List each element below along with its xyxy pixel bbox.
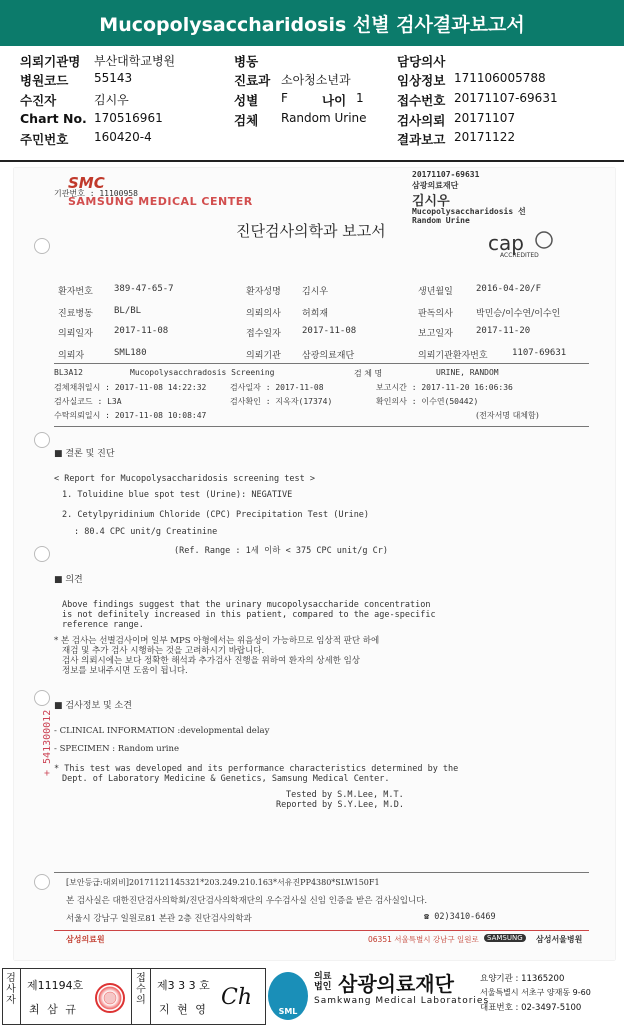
organization-name: 삼광의료재단: [338, 972, 454, 996]
receiver-label: 접수의: [136, 973, 146, 1006]
punch-hole: [34, 874, 50, 890]
vertical-serial: + 541300012: [42, 709, 53, 776]
cap-accredited-logo: [486, 230, 556, 258]
row2-label2: 의뢰의사: [246, 309, 281, 319]
label-chart-no: Chart No.: [20, 111, 87, 126]
value-patient: 김시우: [94, 93, 129, 107]
value-specimen: Random Urine: [281, 111, 367, 125]
row1-label2: 환자성명: [246, 287, 281, 297]
opinion-note4: 정보를 보내주시면 도움이 됩니다.: [62, 666, 188, 676]
report-heading: < Report for Mucopolysaccharidosis screening test >: [54, 474, 315, 484]
divider: [54, 426, 589, 427]
label-report-date: 결과보고: [397, 132, 446, 147]
row1-label1: 환자번호: [58, 287, 93, 297]
examiner-seal: [95, 983, 125, 1013]
signature-box: [2, 968, 266, 1025]
footer-telephone: 대표번호 : 02-3497-5100: [480, 1003, 582, 1013]
label-sticker-line2: 삼광의료재단: [412, 181, 459, 190]
samsung-medical-brand: 삼성의료원: [66, 935, 105, 944]
reported-by: Reported by S.Y.Lee, M.D.: [276, 800, 404, 810]
label-age: 나이: [322, 93, 347, 108]
label-hospital-code: 병원코드: [20, 73, 69, 88]
lab-address: 서울시 강남구 일원로81 본관 2층 진단검사의학과: [66, 914, 252, 924]
receiver-signature: Ch: [221, 985, 253, 1010]
samsung-logo: SAMSUNG: [484, 934, 526, 942]
opinion-note3: 검사 의뢰시에는 보다 정확한 해석과 추가검사 진행을 위하여 환자의 상세한 임상: [62, 656, 360, 666]
value-chart-no: 170516961: [94, 111, 163, 125]
row3-label2: 접수일자: [246, 329, 281, 339]
section-conclusion: ■ 결론 및 진단: [54, 449, 115, 459]
specimen-value: URINE, RANDOM: [436, 368, 499, 377]
smc-logo-text: SAMSUNG MEDICAL CENTER: [68, 195, 253, 208]
row4-value3: 1107-69631: [512, 348, 567, 358]
opinion-line3: reference range.: [62, 620, 144, 630]
punch-hole: [34, 690, 50, 706]
receiver-license: 제3 3 3 호: [157, 979, 210, 992]
punch-hole: [34, 546, 50, 562]
value-resident-no: 160420-4: [94, 130, 152, 144]
header-info: [0, 46, 624, 160]
label-institution: 의뢰기관명: [20, 54, 81, 69]
punch-hole: [34, 432, 50, 448]
punch-hole: [34, 238, 50, 254]
row3-value3: 2017-11-20: [476, 326, 531, 336]
accreditation-note: 본 검사실은 대한진단검사의학회/진단검사의학재단의 우수검사실 신임 인증을 받은 검사실입니다.: [66, 896, 428, 906]
e-signature-note: (전자서명 대체함): [476, 411, 539, 420]
test-name: Mucopolysacchradosis Screening: [130, 368, 275, 377]
value-institution: 부산대학교병원: [94, 54, 176, 68]
value-clinical-info: 171106005788: [454, 71, 546, 85]
result-toluidine: 1. Toluidine blue spot test (Urine): NEGATIVE: [62, 490, 293, 500]
institution-number: 기관번호 : 11100958: [54, 189, 138, 198]
value-report-date: 20171122: [454, 130, 516, 144]
value-sex: F: [281, 91, 288, 105]
label-ward: 병동: [234, 54, 259, 69]
row3-label3: 보고일자: [418, 329, 453, 339]
samsung-hospital-brand: 삼성서울병원: [536, 935, 583, 944]
result-cpc-value: : 80.4 CPC unit/g Creatinine: [74, 527, 218, 537]
label-department: 진료과: [234, 73, 271, 88]
value-department: 소아청소년과: [281, 73, 351, 87]
row3-value2: 2017-11-08: [302, 326, 357, 336]
divider: [54, 363, 589, 364]
opinion-line2: is not definitely increased in this patient, compared to the age-specific: [62, 610, 436, 620]
cap-logo-text: cap: [488, 231, 524, 255]
divider-red: [54, 930, 589, 931]
row1-value3: 2016-04-20/F: [476, 284, 542, 294]
row4-value1: SML180: [114, 348, 147, 358]
collect-time: 검체채취일시 : 2017-11-08 14:22:32: [54, 383, 207, 392]
divider: [54, 872, 589, 873]
label-receipt-no: 접수번호: [397, 93, 446, 108]
care-institution-code: 요양기관 : 11365200: [480, 974, 565, 984]
reference-range: (Ref. Range : 1세 이하 < 375 CPC unit/g Cr): [174, 546, 388, 556]
section-opinion: ■ 의견: [54, 575, 83, 585]
examiner-name: 최 삼 규: [29, 1003, 78, 1016]
test-code: BL3A12: [54, 368, 83, 377]
label-patient: 수진자: [20, 93, 57, 108]
label-sticker-line5: Random Urine: [412, 216, 470, 225]
row1-value2: 김시우: [302, 287, 329, 297]
label-sticker-line3: 김시우: [412, 194, 450, 209]
security-line: [보안등급:대외비]20171121145321*203.249.210.163*서유진PP4380*SLW150F1: [66, 878, 380, 887]
cap-logo-subtext: ACCREDITED: [500, 252, 539, 258]
row1-value1: 389-47-65-7: [114, 284, 174, 294]
sml-logo: SML: [268, 972, 308, 1020]
row4-label2: 의뢰기관: [246, 351, 281, 361]
organization-name-en: Samkwang Medical Laboratories: [314, 996, 490, 1006]
row4-value2: 삼광의료재단: [302, 351, 355, 361]
row2-value2: 허희재: [302, 309, 329, 319]
opinion-note2: 재검 및 추가 검사 시행하는 것을 고려하시기 바랍니다.: [62, 646, 265, 656]
lab-telephone: ☎ 02)3410-6469: [424, 912, 496, 922]
opinion-line1: Above findings suggest that the urinary mucopolysaccharide concentration: [62, 600, 431, 610]
row3-value1: 2017-11-08: [114, 326, 169, 336]
label-sticker-line4: Mucopolysaccharidosis 선: [412, 207, 526, 216]
lab-code: 검사실코드 : L3A: [54, 397, 122, 406]
label-specimen: 검체: [234, 113, 259, 128]
examiner-label: 검사자: [6, 973, 16, 1006]
receiver-name: 지 현 영: [159, 1003, 208, 1016]
smc-logo: SMC: [68, 174, 105, 192]
examiner-license: 제11194호: [27, 979, 84, 992]
section-test-info: ■ 검사정보 및 소견: [54, 701, 132, 711]
row2-value1: BL/BL: [114, 306, 142, 316]
value-request-date: 20171107: [454, 111, 516, 125]
report-time: 보고시간 : 2017-11-20 16:06:36: [376, 383, 513, 392]
value-hospital-code: 55143: [94, 71, 133, 85]
label-sticker-line1: 20171107-69631: [412, 170, 480, 179]
footer-address: 서울특별시 서초구 양재동 9-60: [480, 988, 591, 997]
label-sex: 성별: [234, 93, 259, 108]
row2-value3: 박민승/이수연/이수인: [476, 309, 561, 319]
development-note1: * This test was developed and its performance characteristics determined by the: [54, 764, 459, 774]
header-divider: [0, 160, 624, 162]
label-clinical-info: 임상정보: [397, 73, 446, 88]
clinical-information: - CLINICAL INFORMATION :developmental delay: [54, 726, 270, 736]
samsung-address: 06351 서울특별시 강남구 일원로: [368, 935, 479, 944]
label-resident-no: 주민번호: [20, 132, 69, 147]
tested-by: Tested by S.M.Lee, M.T.: [286, 790, 404, 800]
opinion-note1: * 본 검사는 선별검사이며 일부 MPS 아형에서는 위음성이 가능하므로 임상적 판단 하에: [54, 636, 380, 646]
footer: [0, 962, 624, 1028]
development-note2: Dept. of Laboratory Medicine & Genetics, Samsung Medical Center.: [62, 774, 390, 784]
specimen-label: 검 체 명: [354, 369, 383, 378]
row2-label3: 판독의사: [418, 309, 453, 319]
receive-time: 수탁의뢰일시 : 2017-11-08 10:08:47: [54, 411, 207, 420]
document-title: 진단검사의학과 보고서: [236, 222, 386, 240]
report-title: Mucopolysaccharidosis 선별 검사결과보고서: [0, 0, 624, 46]
label-request-date: 검사의뢰: [397, 113, 446, 128]
exam-date: 검사일자 : 2017-11-08: [230, 383, 324, 392]
row2-label1: 진료병동: [58, 309, 93, 319]
row1-label3: 생년월일: [418, 287, 453, 297]
confirm-doctor: 확인의사 : 이수연(50442): [376, 397, 479, 406]
value-receipt-no: 20171107-69631: [454, 91, 558, 105]
exam-confirm: 검사확인 : 지옥자(17374): [230, 397, 333, 406]
row4-label1: 의뢰자: [58, 351, 85, 361]
label-doctor: 담당의사: [397, 54, 446, 69]
specimen-info: - SPECIMEN : Random urine: [54, 744, 180, 754]
result-cpc: 2. Cetylpyridinium Chloride (CPC) Precipitation Test (Urine): [62, 510, 370, 520]
row4-label3: 의뢰기관환자번호: [418, 351, 488, 361]
scanned-report: [14, 168, 615, 960]
medical-corp-label: 의료 법인: [314, 972, 332, 992]
value-age: 1: [356, 91, 364, 105]
row3-label1: 의뢰일자: [58, 329, 93, 339]
